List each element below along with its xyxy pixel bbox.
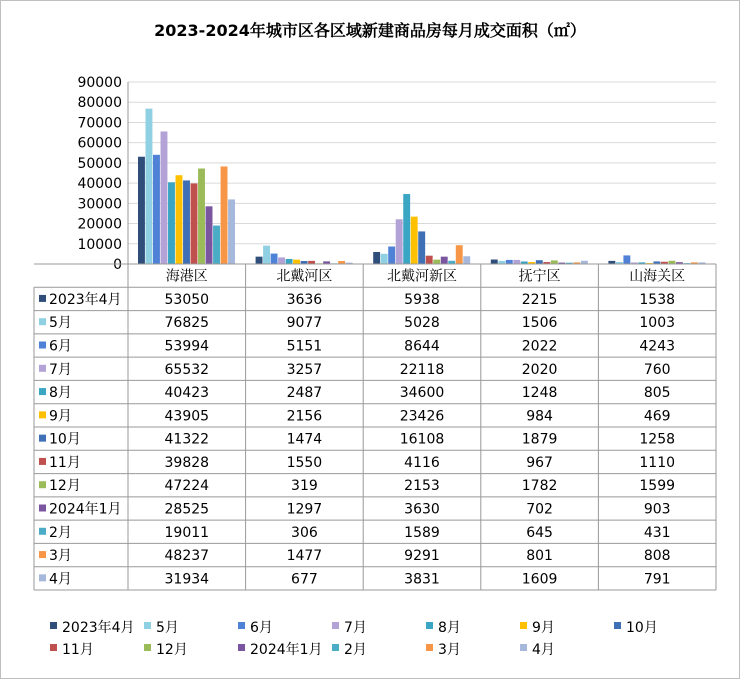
data-value: 967 bbox=[526, 454, 553, 471]
y-tick-label: 0 bbox=[113, 257, 122, 273]
data-value: 5938 bbox=[404, 291, 440, 308]
bar bbox=[396, 219, 403, 264]
data-value: 47224 bbox=[164, 478, 210, 495]
data-value: 9291 bbox=[404, 548, 440, 565]
data-value: 3831 bbox=[404, 571, 440, 588]
table-series-name: 3月 bbox=[49, 548, 72, 565]
bar bbox=[271, 254, 278, 264]
category-label: 山海关区 bbox=[629, 268, 686, 285]
table-legend-key bbox=[39, 505, 46, 512]
data-value: 319 bbox=[291, 478, 318, 495]
table-legend-key bbox=[39, 365, 46, 372]
data-value: 16108 bbox=[399, 431, 445, 448]
data-value: 19011 bbox=[164, 524, 210, 541]
data-value: 1506 bbox=[521, 315, 558, 332]
table-legend-key bbox=[39, 342, 46, 349]
data-value: 760 bbox=[643, 361, 671, 378]
data-value: 28525 bbox=[164, 501, 210, 518]
table-series-name: 2月 bbox=[49, 524, 72, 541]
y-tick-label: 10000 bbox=[77, 236, 122, 253]
data-value: 3630 bbox=[404, 501, 440, 518]
legend-key bbox=[238, 622, 245, 629]
category-label: 海港区 bbox=[165, 268, 208, 285]
legend-key bbox=[144, 622, 151, 629]
data-value: 306 bbox=[291, 524, 318, 541]
data-value: 3636 bbox=[286, 291, 323, 308]
data-value: 1297 bbox=[286, 501, 323, 518]
data-value: 76825 bbox=[164, 315, 210, 332]
data-value: 1248 bbox=[521, 385, 558, 402]
data-value: 903 bbox=[643, 501, 671, 518]
bar bbox=[536, 260, 543, 264]
table-legend-key bbox=[39, 295, 46, 302]
data-value: 2153 bbox=[404, 478, 440, 495]
data-value: 801 bbox=[526, 548, 553, 565]
bar bbox=[426, 256, 433, 264]
table-legend-key bbox=[39, 388, 46, 395]
legend-key bbox=[238, 644, 245, 651]
bar bbox=[411, 217, 418, 264]
bar bbox=[213, 226, 220, 264]
data-value: 702 bbox=[526, 501, 553, 518]
bar bbox=[221, 166, 228, 264]
y-tick-label: 50000 bbox=[77, 155, 122, 172]
bar bbox=[168, 182, 175, 264]
data-value: 1782 bbox=[521, 478, 558, 495]
legend-label: 9月 bbox=[532, 620, 555, 636]
legend-key bbox=[426, 622, 433, 629]
bar bbox=[198, 169, 205, 264]
bar bbox=[256, 257, 263, 264]
data-value: 48237 bbox=[164, 548, 210, 565]
y-tick-label: 70000 bbox=[77, 115, 122, 132]
bar bbox=[286, 259, 293, 264]
legend-label: 5月 bbox=[156, 620, 179, 636]
bar bbox=[138, 157, 145, 264]
data-value: 1599 bbox=[639, 478, 676, 495]
table-series-name: 7月 bbox=[49, 361, 72, 378]
bar bbox=[206, 206, 213, 264]
legend-label: 2月 bbox=[344, 642, 367, 658]
legend-label: 6月 bbox=[250, 620, 273, 636]
data-value: 4116 bbox=[404, 454, 440, 471]
legend-label: 2024年1月 bbox=[250, 642, 323, 658]
legend-key bbox=[520, 622, 527, 629]
legend-key bbox=[144, 644, 151, 651]
table-legend-key bbox=[39, 435, 46, 442]
data-value: 2020 bbox=[521, 361, 558, 378]
table-series-name: 4月 bbox=[49, 571, 72, 588]
table-legend-key bbox=[39, 458, 46, 465]
table-series-name: 2024年1月 bbox=[49, 501, 122, 518]
data-value: 1550 bbox=[286, 454, 323, 471]
table-series-name: 8月 bbox=[49, 385, 72, 402]
bar bbox=[456, 245, 463, 264]
data-value: 39828 bbox=[164, 454, 210, 471]
data-value: 53050 bbox=[164, 291, 210, 308]
data-value: 2022 bbox=[521, 338, 558, 355]
data-value: 1477 bbox=[286, 548, 323, 565]
bar bbox=[418, 231, 425, 264]
data-value: 23426 bbox=[399, 408, 445, 425]
data-value: 645 bbox=[526, 524, 553, 541]
table-series-name: 2023年4月 bbox=[49, 291, 122, 308]
legend-label: 12月 bbox=[156, 642, 188, 658]
data-value: 5151 bbox=[286, 338, 323, 355]
bar bbox=[228, 199, 235, 264]
data-value: 41322 bbox=[164, 431, 210, 448]
legend-key bbox=[50, 644, 57, 651]
table-series-name: 5月 bbox=[49, 315, 72, 332]
y-tick-label: 60000 bbox=[77, 135, 122, 152]
data-value: 1003 bbox=[639, 315, 676, 332]
legend-key bbox=[50, 622, 57, 629]
bar bbox=[293, 260, 300, 264]
data-value: 4243 bbox=[639, 338, 676, 355]
y-tick-label: 90000 bbox=[77, 75, 122, 91]
data-value: 22118 bbox=[399, 361, 445, 378]
data-value: 469 bbox=[643, 408, 671, 425]
data-value: 791 bbox=[643, 571, 671, 588]
data-value: 1474 bbox=[286, 431, 323, 448]
category-label: 北戴河新区 bbox=[387, 268, 457, 285]
bar bbox=[388, 247, 395, 264]
category-label: 北戴河区 bbox=[276, 268, 333, 285]
data-value: 1258 bbox=[639, 431, 676, 448]
bar bbox=[463, 256, 470, 264]
bar bbox=[263, 246, 270, 264]
y-tick-label: 30000 bbox=[77, 196, 122, 213]
bar bbox=[506, 260, 513, 264]
data-value: 677 bbox=[291, 571, 318, 588]
bar bbox=[176, 175, 183, 264]
bar bbox=[403, 194, 410, 264]
data-value: 1538 bbox=[639, 291, 676, 308]
category-label: 抚宁区 bbox=[518, 268, 561, 285]
bar bbox=[191, 183, 198, 264]
bar bbox=[433, 260, 440, 264]
legend-key bbox=[332, 644, 339, 651]
bar bbox=[491, 260, 498, 264]
bar bbox=[278, 257, 285, 264]
table-legend-key bbox=[39, 411, 46, 418]
y-tick-label: 80000 bbox=[77, 95, 122, 112]
bar bbox=[551, 260, 558, 264]
legend-key bbox=[614, 622, 621, 629]
data-value: 805 bbox=[643, 385, 671, 402]
legend-key bbox=[520, 644, 527, 651]
data-value: 3257 bbox=[286, 361, 323, 378]
data-value: 2215 bbox=[521, 291, 558, 308]
legend-label: 4月 bbox=[532, 642, 555, 658]
legend-label: 2023年4月 bbox=[62, 620, 135, 636]
legend-label: 11月 bbox=[62, 642, 94, 658]
table-legend-key bbox=[39, 551, 46, 558]
bar bbox=[183, 180, 190, 264]
legend-label: 7月 bbox=[344, 620, 367, 636]
legend-label: 8月 bbox=[438, 620, 461, 636]
bar bbox=[153, 155, 160, 264]
data-value: 53994 bbox=[164, 338, 210, 355]
data-value: 9077 bbox=[286, 315, 323, 332]
data-value: 5028 bbox=[404, 315, 440, 332]
table-series-name: 11月 bbox=[49, 454, 81, 471]
legend-key bbox=[332, 622, 339, 629]
table-series-name: 12月 bbox=[49, 478, 81, 495]
bar bbox=[441, 257, 448, 264]
data-value: 1589 bbox=[404, 524, 440, 541]
data-value: 1110 bbox=[639, 454, 676, 471]
data-value: 808 bbox=[643, 548, 671, 565]
table-legend-key bbox=[39, 481, 46, 488]
data-value: 40423 bbox=[164, 385, 210, 402]
table-series-name: 10月 bbox=[49, 431, 81, 448]
legend-label: 10月 bbox=[626, 620, 658, 636]
y-tick-label: 20000 bbox=[77, 216, 122, 233]
data-value: 34600 bbox=[399, 385, 445, 402]
data-value: 984 bbox=[526, 408, 553, 425]
table-legend-key bbox=[39, 318, 46, 325]
data-value: 31934 bbox=[164, 571, 210, 588]
table-legend-key bbox=[39, 574, 46, 581]
legend-key bbox=[426, 644, 433, 651]
legend-label: 3月 bbox=[438, 642, 461, 658]
data-value: 431 bbox=[643, 524, 671, 541]
y-tick-label: 40000 bbox=[77, 176, 122, 193]
bar bbox=[623, 255, 630, 264]
bar bbox=[373, 252, 380, 264]
table-legend-key bbox=[39, 528, 46, 535]
data-value: 1609 bbox=[521, 571, 558, 588]
table-series-name: 6月 bbox=[49, 338, 72, 355]
bar bbox=[146, 109, 153, 264]
data-value: 2156 bbox=[286, 408, 323, 425]
bar bbox=[513, 260, 520, 264]
data-value: 8644 bbox=[404, 338, 440, 355]
bar bbox=[381, 254, 388, 264]
data-value: 1879 bbox=[521, 431, 558, 448]
chart-title: 2023-2024年城市区各区域新建商品房每月成交面积（㎡） bbox=[154, 21, 586, 40]
table-series-name: 9月 bbox=[49, 408, 72, 425]
bar bbox=[161, 131, 168, 264]
data-value: 65532 bbox=[164, 361, 210, 378]
data-value: 2487 bbox=[286, 385, 323, 402]
data-value: 43905 bbox=[164, 408, 210, 425]
